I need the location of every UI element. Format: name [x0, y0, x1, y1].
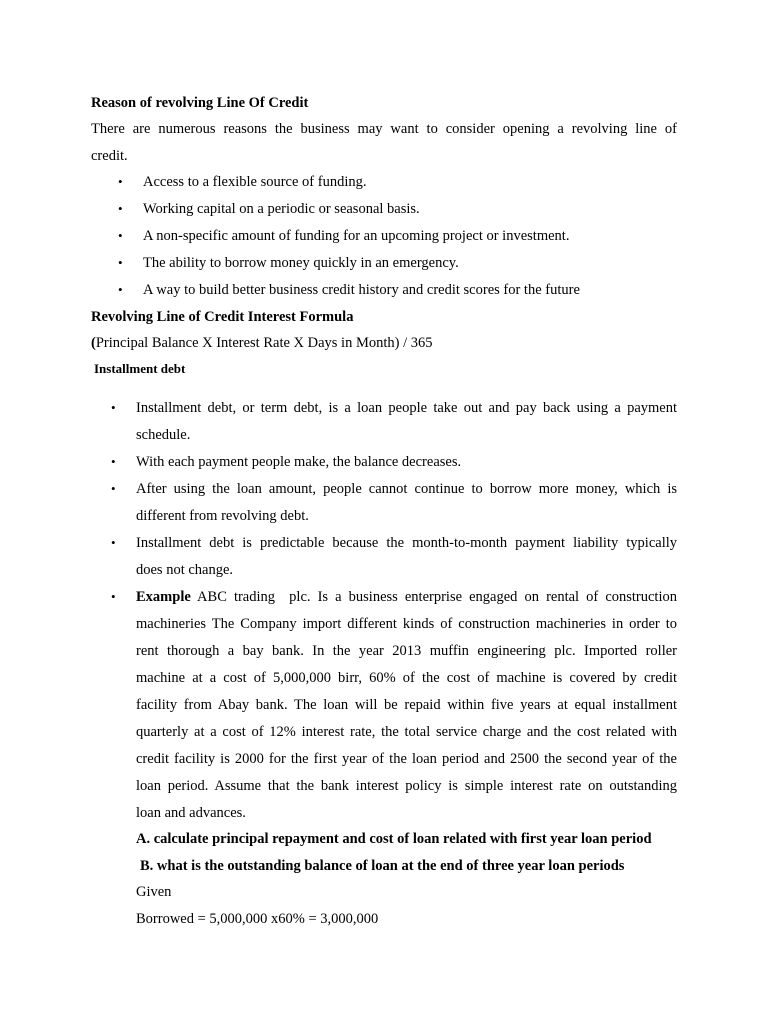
list-item-line: Installment debt, or term debt, is a loan people take out and pay back using a payment: [136, 400, 677, 416]
example-paragraph-line: loan and advances.: [136, 805, 246, 821]
bullet-icon: •: [118, 201, 123, 216]
example-paragraph-line: facility from Abay bank. The loan will be repaid within five years at equal installment: [136, 697, 677, 713]
list-item-line: schedule.: [136, 427, 191, 443]
example-text: ABC trading plc. Is a business enterprise engaged on rental of construction: [190, 589, 677, 605]
example-paragraph-line: machine at a cost of 5,000,000 birr, 60% of the cost of machine is covered by credit: [136, 670, 677, 686]
bullet-icon: •: [118, 255, 123, 270]
question-b: B. what is the outstanding balance of loan at the end of three year loan periods: [140, 858, 625, 874]
list-item-line: With each payment people make, the balance decreases.: [136, 454, 462, 470]
bullet-icon: •: [111, 535, 116, 550]
given-label: Given: [136, 884, 172, 900]
bullet-icon: •: [118, 228, 123, 243]
list-item: A way to build better business credit history and credit scores for the future: [143, 282, 580, 298]
list-item-line: After using the loan amount, people cannot continue to borrow more money, which is: [136, 481, 677, 497]
section-heading-installment-debt: Installment debt: [94, 361, 186, 376]
list-item-line: does not change.: [136, 562, 234, 578]
example-paragraph-line: quarterly at a cost of 12% interest rate, the total service charge and the cost related with: [136, 724, 677, 740]
bullet-icon: •: [111, 589, 116, 604]
list-item: Working capital on a periodic or seasonal basis.: [143, 201, 420, 217]
intro-paragraph-line: There are numerous reasons the business may want to consider opening a revolving line of: [91, 121, 677, 137]
section-heading-revolving-reasons: Reason of revolving Line Of Credit: [91, 95, 309, 111]
example-paragraph-line: machineries The Company import different kinds of construction machineries in order to: [136, 616, 677, 632]
bullet-icon: •: [118, 174, 123, 189]
list-item: The ability to borrow money quickly in an emergency.: [143, 255, 459, 271]
example-paragraph-line: loan period. Assume that the bank interest policy is simple interest rate on outstanding: [136, 778, 677, 794]
list-item: Access to a flexible source of funding.: [143, 174, 367, 190]
bullet-icon: •: [111, 400, 116, 415]
example-paragraph-line: credit facility is 2000 for the first year of the loan period and 2500 the second year of the: [136, 751, 677, 767]
formula-open-paren: (: [91, 335, 96, 351]
bullet-icon: •: [111, 481, 116, 496]
question-a: A. calculate principal repayment and cost of loan related with first year loan period: [136, 831, 652, 847]
list-item-line: Installment debt is predictable because the month-to-month payment liability typically: [136, 535, 677, 551]
example-label: Example: [136, 589, 191, 605]
list-item: A non-specific amount of funding for an upcoming project or investment.: [143, 228, 570, 244]
example-paragraph-line: rent thorough a bay bank. In the year 2013 muffin engineering plc. Imported roller: [136, 643, 677, 659]
bullet-icon: •: [118, 282, 123, 297]
bullet-icon: •: [111, 454, 116, 469]
section-heading-interest-formula: Revolving Line of Credit Interest Formula: [91, 309, 354, 325]
borrowed-calculation: Borrowed = 5,000,000 x60% = 3,000,000: [136, 911, 379, 927]
formula-text: [91, 334, 433, 352]
list-item-line: different from revolving debt.: [136, 508, 309, 524]
intro-paragraph-line: credit.: [91, 148, 128, 164]
formula-body: Principal Balance X Interest Rate X Days in Month) / 365: [95, 335, 433, 351]
example-paragraph-line: [136, 588, 677, 606]
